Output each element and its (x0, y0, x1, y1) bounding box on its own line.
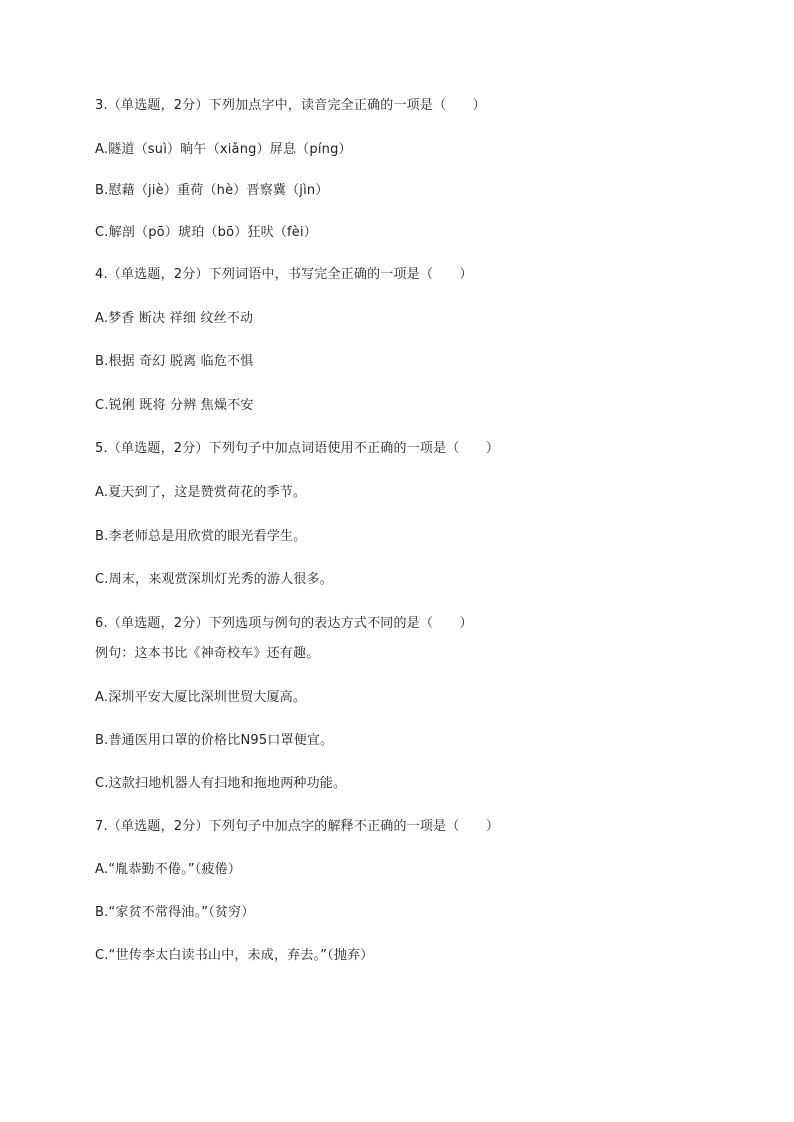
question-7-option-a: A.“胤恭勤不倦。”（疲倦） (95, 862, 242, 877)
question-5-option-a: A.夏天到了，这是赞赏荷花的季节。 (95, 485, 307, 500)
question-5-stem: 5.（单选题，2分）下列句子中加点词语使用不正确的一项是（ ） (95, 441, 500, 456)
question-6-example: 例句：这本书比《神奇校车》还有趣。 (95, 646, 320, 661)
question-4-option-a: A.梦香 断决 祥细 纹丝不动 (95, 311, 254, 326)
question-6-option-c: C.这款扫地机器人有扫地和拖地两种功能。 (95, 776, 347, 791)
question-3-option-b: B.慰藉（jiè）重荷（hè）晋察冀（jìn） (95, 183, 329, 198)
question-3-option-a: A.隧道（suì）晌午（xiǎng）屏息（píng） (95, 142, 352, 157)
question-6-option-a: A.深圳平安大厦比深圳世贸大厦高。 (95, 690, 307, 705)
question-7-stem: 7.（单选题，2分）下列句子中加点字的解释不正确的一项是（ ） (95, 819, 500, 834)
question-3-option-c: C.解剖（pō）琥珀（bō）狂吠（fèi） (95, 225, 318, 240)
question-6-stem: 6.（单选题，2分）下列选项与例句的表达方式不同的是（ ） (95, 616, 473, 631)
question-7-option-b: B.“家贫不常得油。”（贫穷） (95, 905, 255, 920)
question-4-option-c: C.锐俐 既将 分辨 焦燥不安 (95, 398, 254, 413)
question-4-option-b: B.根据 奇幻 脱离 临危不惧 (95, 354, 254, 369)
question-5-option-b: B.李老师总是用欣赏的眼光看学生。 (95, 529, 307, 544)
question-3-stem: 3.（单选题，2分）下列加点字中，读音完全正确的一项是（ ） (95, 98, 486, 113)
question-7-option-c: C.“世传李太白读书山中，未成，弃去。”（抛弃） (95, 948, 374, 963)
question-4-stem: 4.（单选题，2分）下列词语中，书写完全正确的一项是（ ） (95, 267, 473, 282)
question-5-option-c: C.周末，来观赏深圳灯光秀的游人很多。 (95, 572, 334, 587)
question-6-option-b: B.普通医用口罩的价格比N95口罩便宜。 (95, 733, 334, 748)
